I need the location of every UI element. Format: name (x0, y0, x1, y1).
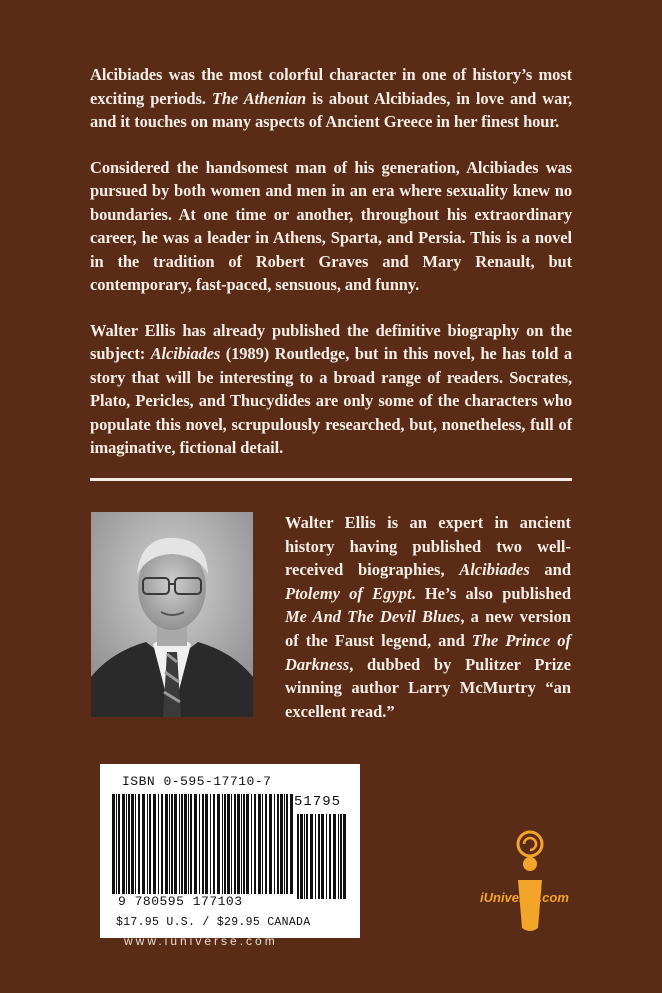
iuniverse-logo-icon (480, 824, 580, 934)
bio-text: . He’s also published (411, 583, 571, 603)
barcode-bar (333, 814, 336, 899)
barcode-bar (246, 794, 249, 894)
barcode-bar (343, 814, 346, 899)
author-bio (285, 511, 571, 723)
blurb-paragraph-2 (90, 156, 572, 297)
blurb-text: Considered the handsomest man of his generation, Alcibiades was pursued by both women and men in an era where sexuality knew no boundaries. At one time or another, throughout his extraordinary career, he was a leader in Athens, Sparta, and Persia. This is a novel in the tradition of Robert Graves and Mary Renault, but contemporary, fast-paced, sensuous, and funny. (90, 157, 572, 294)
addon-barcode-bars (295, 814, 350, 899)
barcode-bar (161, 794, 163, 894)
barcode-bar (153, 794, 156, 894)
bio-text: , a new version of the Faust legend, and (285, 607, 571, 650)
price-code: 51795 (294, 794, 342, 810)
barcode-bar (243, 794, 245, 894)
barcode-bar (329, 814, 331, 899)
blurb-text: Walter Ellis has already published the definitive biography on the subject: (90, 320, 572, 363)
bio-text: , dubbed by Pulitzer Prize winning author Larry McMurtry “an excellent read.” (285, 654, 571, 721)
barcode-bar (199, 794, 200, 894)
barcode-bar (315, 814, 316, 899)
book-title-italic: Alcibiades (459, 560, 530, 580)
blurb-paragraph-3 (90, 319, 572, 460)
barcode-bar (310, 814, 313, 899)
barcode-bar (265, 794, 267, 894)
barcode-bar (158, 794, 159, 894)
biography-title-italic: Alcibiades (150, 344, 221, 363)
barcode-bar (274, 794, 275, 894)
barcode-digits: 9 780595 177103 (118, 894, 243, 909)
barcode-bar (190, 794, 192, 894)
back-cover-blurb (90, 63, 572, 482)
book-title-italic: The Athenian (211, 88, 307, 108)
barcode-bar (138, 794, 140, 894)
barcode-bar (318, 814, 320, 899)
blurb-text: is about Alcibiades, in love and war, and it touches on many aspects of Ancient Greece in her finest hour. (90, 88, 572, 131)
barcode-bar (277, 794, 279, 894)
blurb-text: Alcibiades was the most colorful character in one of history’s most exciting periods. (90, 65, 572, 108)
barcode-bar (188, 794, 189, 894)
barcode-bar (128, 794, 130, 894)
barcode-bar (116, 794, 117, 894)
section-divider (90, 478, 572, 481)
barcode-bar (135, 794, 136, 894)
barcode-bar (112, 794, 115, 894)
bio-text: and (529, 560, 571, 580)
barcode-bar (304, 814, 305, 899)
barcode-bar (227, 794, 230, 894)
barcode-bar (181, 794, 183, 894)
isbn-number: ISBN 0-595-17710-7 (122, 774, 272, 789)
barcode-bar (147, 794, 148, 894)
bio-text: Walter Ellis is an expert in ancient history having published two well-received biographies, (285, 513, 571, 580)
barcode-bar (217, 794, 220, 894)
barcode-bar (284, 794, 285, 894)
retail-price: $17.95 U.S. / $29.95 CANADA (116, 916, 311, 929)
barcode-bar (231, 794, 232, 894)
barcode-bar (234, 794, 236, 894)
barcode-bar (194, 794, 197, 894)
blurb-paragraph-1 (90, 63, 572, 134)
barcode-bar (300, 814, 303, 899)
barcode-bar (131, 794, 134, 894)
publisher-website: www.iuniverse.com (124, 934, 278, 948)
barcode-bar (171, 794, 173, 894)
barcode-bar (118, 794, 120, 894)
barcode-bar (297, 814, 299, 899)
barcode-bar (321, 814, 324, 899)
barcode-bar (258, 794, 261, 894)
isbn-barcode (100, 764, 360, 938)
publisher-logo-text: iUniverse.com (480, 890, 569, 905)
barcode-bar (205, 794, 208, 894)
barcode-bar (326, 814, 327, 899)
barcode-bar (202, 794, 204, 894)
barcode-bar (340, 814, 342, 899)
barcode-bar (254, 794, 256, 894)
barcode-bar (286, 794, 288, 894)
barcode-bar (338, 814, 339, 899)
blurb-text: (1989) Routledge, but in this novel, he has told a story that will be interesting to a broad range of readers. Socrates, Plato, Pericles, and Thucydides are only some of the characters who populate this novel, scrupulously researched, but, nonetheless, full of imaginative, fictional detail. (90, 344, 572, 457)
barcode-bar (290, 794, 293, 894)
barcode-bar (262, 794, 263, 894)
barcode-bar (251, 794, 252, 894)
barcode-bar (280, 794, 283, 894)
barcode-bar (142, 794, 145, 894)
ean-barcode-bars (110, 794, 300, 894)
barcode-bar (306, 814, 308, 899)
barcode-bar (224, 794, 226, 894)
barcode-bar (122, 794, 125, 894)
author-photo (91, 512, 253, 717)
book-title-italic: The Prince of Darkness (285, 630, 571, 674)
barcode-bar (269, 794, 272, 894)
barcode-bar (213, 794, 215, 894)
book-title-italic: Ptolemy of Egypt (285, 583, 412, 603)
barcode-bar (241, 794, 242, 894)
author-portrait-image (91, 512, 253, 717)
barcode-bar (169, 794, 170, 894)
barcode-bar (149, 794, 151, 894)
barcode-bar (210, 794, 211, 894)
barcode-bar (184, 794, 187, 894)
barcode-bar (126, 794, 127, 894)
barcode-bar (237, 794, 240, 894)
barcode-bar (174, 794, 177, 894)
barcode-bar (222, 794, 223, 894)
book-title-italic: Me And The Devil Blues (285, 607, 461, 627)
barcode-bar (165, 794, 168, 894)
barcode-bar (179, 794, 180, 894)
